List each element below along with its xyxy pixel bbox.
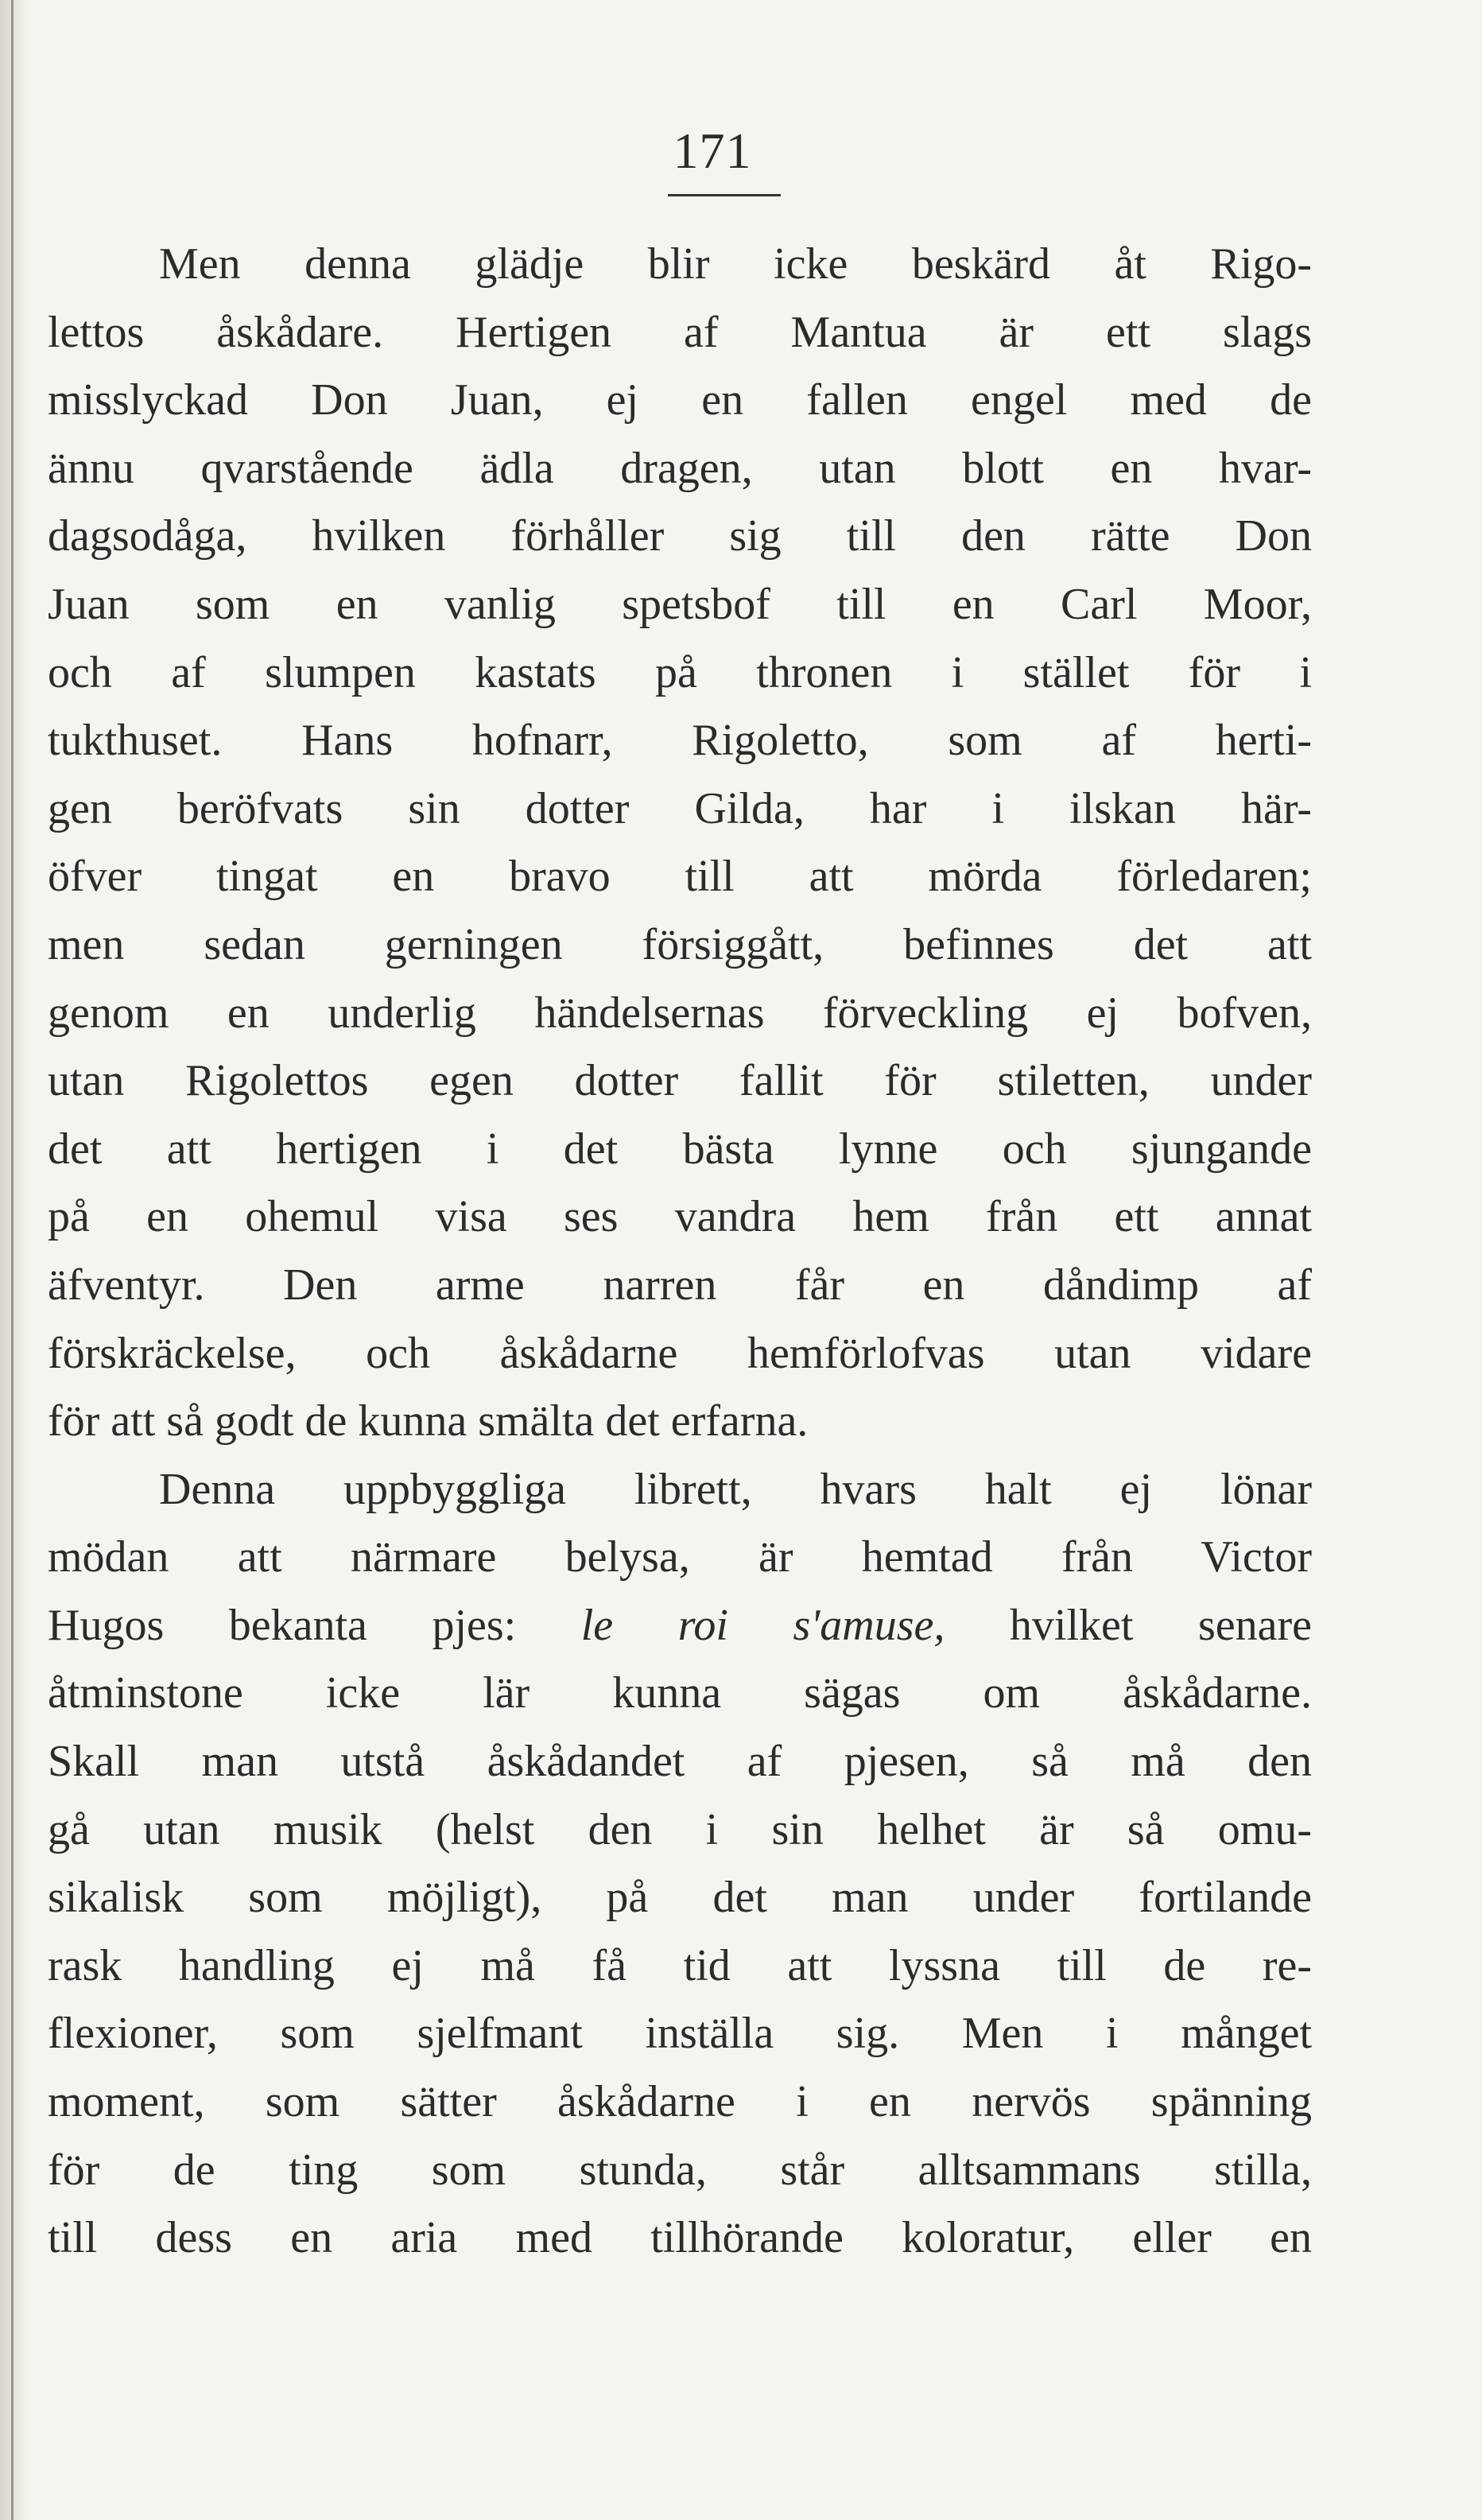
text-line: Men denna glädje blir icke beskärd åt Rigo-	[159, 239, 1312, 289]
text-line: ännu qvarstående ädla dragen, utan blott en hvar-	[48, 443, 1312, 493]
text-line: för att så godt de kunna smälta det erfarna.	[48, 1396, 809, 1446]
text-line: rask handling ej må få tid att lyssna till de re-	[48, 1940, 1312, 1990]
text-line: för de ting som stunda, står alltsammans stilla,	[48, 2145, 1312, 2195]
italic-title: le roi s'amuse,	[580, 1600, 945, 1650]
text-line: utan Rigolettos egen dotter fallit för stiletten, under	[48, 1056, 1312, 1106]
text-line: Skall man utstå åskådandet af pjesen, så må den	[48, 1737, 1312, 1787]
text-line: dagsodåga, hvilken förhåller sig till den rätte Don	[48, 511, 1312, 561]
page-gutter-shadow	[0, 0, 29, 2520]
text-segment: hvilket senare	[945, 1600, 1312, 1650]
text-line: gå utan musik (helst den i sin helhet är så omu-	[48, 1804, 1312, 1854]
text-line: äfventyr. Den arme narren får en dåndimp af	[48, 1260, 1312, 1310]
text-segment: Hugos bekanta pjes:	[48, 1600, 581, 1650]
text-line	[48, 1592, 1312, 1660]
body-text	[48, 231, 1312, 2273]
text-line: flexioner, som sjelfmant inställa sig. Men i månget	[48, 2009, 1312, 2059]
text-line: Juan som en vanlig spetsbof till en Carl Moor,	[48, 579, 1312, 629]
text-line: på en ohemul visa ses vandra hem från ett annat	[48, 1192, 1312, 1242]
text-line: Denna uppbyggliga librett, hvars halt ej lönar	[159, 1464, 1312, 1514]
text-line: det att hertigen i det bästa lynne och sjungande	[48, 1124, 1312, 1174]
binding-edge	[11, 0, 14, 2520]
page-number: 171	[673, 122, 752, 179]
text-line: öfver tingat en bravo till att mörda förledaren;	[48, 852, 1312, 902]
text-line: gen beröfvats sin dotter Gilda, har i ilskan här-	[48, 783, 1312, 833]
text-line: misslyckad Don Juan, ej en fallen engel med de	[48, 375, 1312, 425]
text-line: tukthuset. Hans hofnarr, Rigoletto, som af herti-	[48, 716, 1312, 766]
page-number-rule	[668, 194, 781, 196]
text-line: åtminstone icke lär kunna sägas om åskådarne.	[48, 1668, 1312, 1718]
text-line: men sedan gerningen försiggått, befinnes det att	[48, 919, 1312, 969]
text-line: mödan att närmare belysa, är hemtad från Victor	[48, 1532, 1312, 1582]
text-line: lettos åskådare. Hertigen af Mantua är ett slags	[48, 307, 1312, 357]
text-line: förskräckelse, och åskådarne hemförlofvas utan vidare	[48, 1328, 1312, 1378]
text-line: och af slumpen kastats på thronen i stället för i	[48, 647, 1312, 697]
text-line: till dess en aria med tillhörande koloratur, eller en	[48, 2213, 1312, 2263]
text-line: sikalisk som möjligt), på det man under fortilande	[48, 1873, 1312, 1923]
text-line: genom en underlig händelsernas förveckling ej bofven,	[48, 988, 1312, 1038]
text-line: moment, som sätter åskådarne i en nervös spänning	[48, 2077, 1312, 2127]
